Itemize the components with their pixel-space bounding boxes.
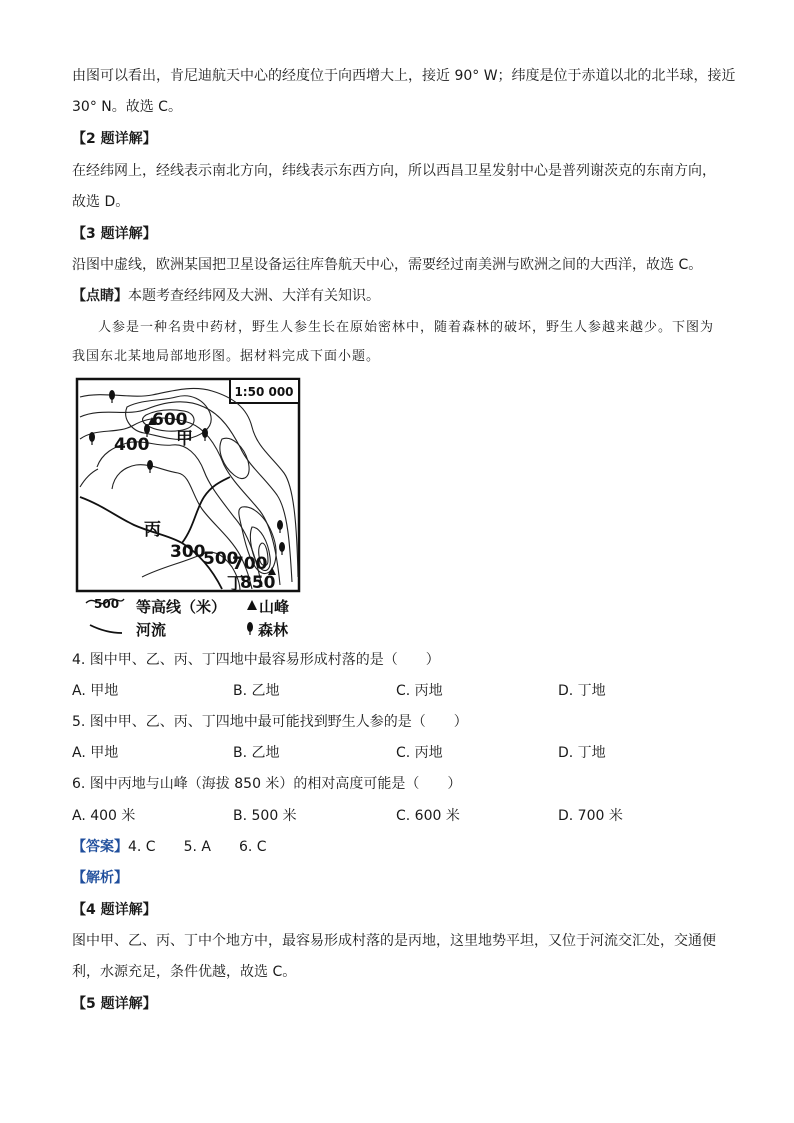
intro-line2: 我国东北某地局部地形图。据材料完成下面小题。 [72, 349, 381, 364]
place-label-bing: 丙 [144, 520, 161, 540]
q4-detail-line2: 利，水源充足，条件优越，故选 C。 [72, 964, 297, 980]
q6-stem: 6. 图中丙地与山峰（海拔 850 米）的相对高度可能是（ ） [72, 776, 462, 792]
legend-forest-icon [247, 622, 253, 635]
contour-label-500: 500 [203, 549, 239, 569]
q4-option-b: B. 乙地 [233, 683, 280, 699]
q6-option-d: D. 700 米 [558, 808, 623, 824]
q4-detail-line1: 图中甲、乙、丙、丁中个地方中，最容易形成村落的是丙地，这里地势平坦，又位于河流交汇处，交通便 [72, 933, 716, 949]
contour-label-600: 600 [152, 410, 188, 430]
contour-map-figure [72, 377, 312, 639]
dianjing [72, 286, 380, 306]
q2-header: 【2 题详解】 [72, 131, 157, 147]
map-scale: 1:50 000 [234, 385, 294, 399]
q1-explain-line2: 30° N。故选 C。 [72, 99, 182, 115]
answer-tag: 【答案】 [72, 839, 128, 855]
analysis-tag: 【解析】 [72, 870, 128, 886]
q3-header: 【3 题详解】 [72, 226, 157, 242]
q4-option-a: A. 甲地 [72, 683, 119, 699]
q3-explain-line1: 沿图中虚线，欧洲某国把卫星设备运往库鲁航天中心，需要经过南美洲与欧洲之间的大西洋，故选 C。 [72, 257, 703, 273]
legend-river-text: 河流 [136, 621, 167, 639]
q6-option-c: C. 600 米 [396, 808, 460, 824]
legend-river-line [90, 625, 122, 633]
q1-explain-line1: 由图可以看出，肯尼迪航天中心的经度位于向西增大上，接近 90° W；纬度是位于赤道以北的北半球，接近 [72, 68, 736, 84]
q2-explain-line1: 在经纬网上，经线表示南北方向，纬线表示东西方向，所以西昌卫星发射中心是普列谢茨克的东南方向， [72, 163, 716, 179]
legend-peak-icon [247, 600, 257, 610]
q4-option-d: D. 丁地 [558, 683, 606, 699]
q5-stem: 5. 图中甲、乙、丙、丁四地中最可能找到野生人参的是（ ） [72, 714, 468, 730]
intro-line1: 人参是一种名贵中药材，野生人参生长在原始密林中，随着森林的破坏，野生人参越来越少。下图为 [98, 320, 715, 335]
q5-detail-header: 【5 题详解】 [72, 996, 157, 1012]
q6-option-b: B. 500 米 [233, 808, 297, 824]
q4-stem: 4. 图中甲、乙、丙、丁四地中最容易形成村落的是（ ） [72, 652, 440, 668]
legend-contour-value: 500 [94, 597, 120, 611]
topographic-map [72, 377, 312, 639]
contour-label-700: 700 [232, 554, 268, 574]
answer-text: 4. C 5. A 6. C [128, 839, 267, 855]
dianjing-text: 本题考查经纬网及大洲、大洋有关知识。 [128, 288, 380, 304]
place-label-ding: 丁 [227, 574, 244, 594]
q2-explain-line2: 故选 D。 [72, 194, 130, 210]
dianjing-tag: 【点睛】 [72, 288, 128, 304]
contour-label-400: 400 [114, 435, 150, 455]
legend-forest-text: 森林 [258, 621, 289, 639]
q4-detail-header: 【4 题详解】 [72, 902, 157, 918]
q4-option-c: C. 丙地 [396, 683, 443, 699]
contour-label-300: 300 [170, 542, 206, 562]
place-label-jia: 甲 [176, 429, 193, 449]
q5-option-d: D. 丁地 [558, 745, 606, 761]
answer [72, 837, 267, 857]
q5-option-c: C. 丙地 [396, 745, 443, 761]
q5-option-b: B. 乙地 [233, 745, 280, 761]
legend-peak-text: 山峰 [259, 598, 290, 616]
q6-option-a: A. 400 米 [72, 808, 136, 824]
q5-option-a: A. 甲地 [72, 745, 119, 761]
contour-label-850: 850 [240, 573, 276, 593]
legend-contour-text: 等高线（米） [136, 598, 227, 616]
